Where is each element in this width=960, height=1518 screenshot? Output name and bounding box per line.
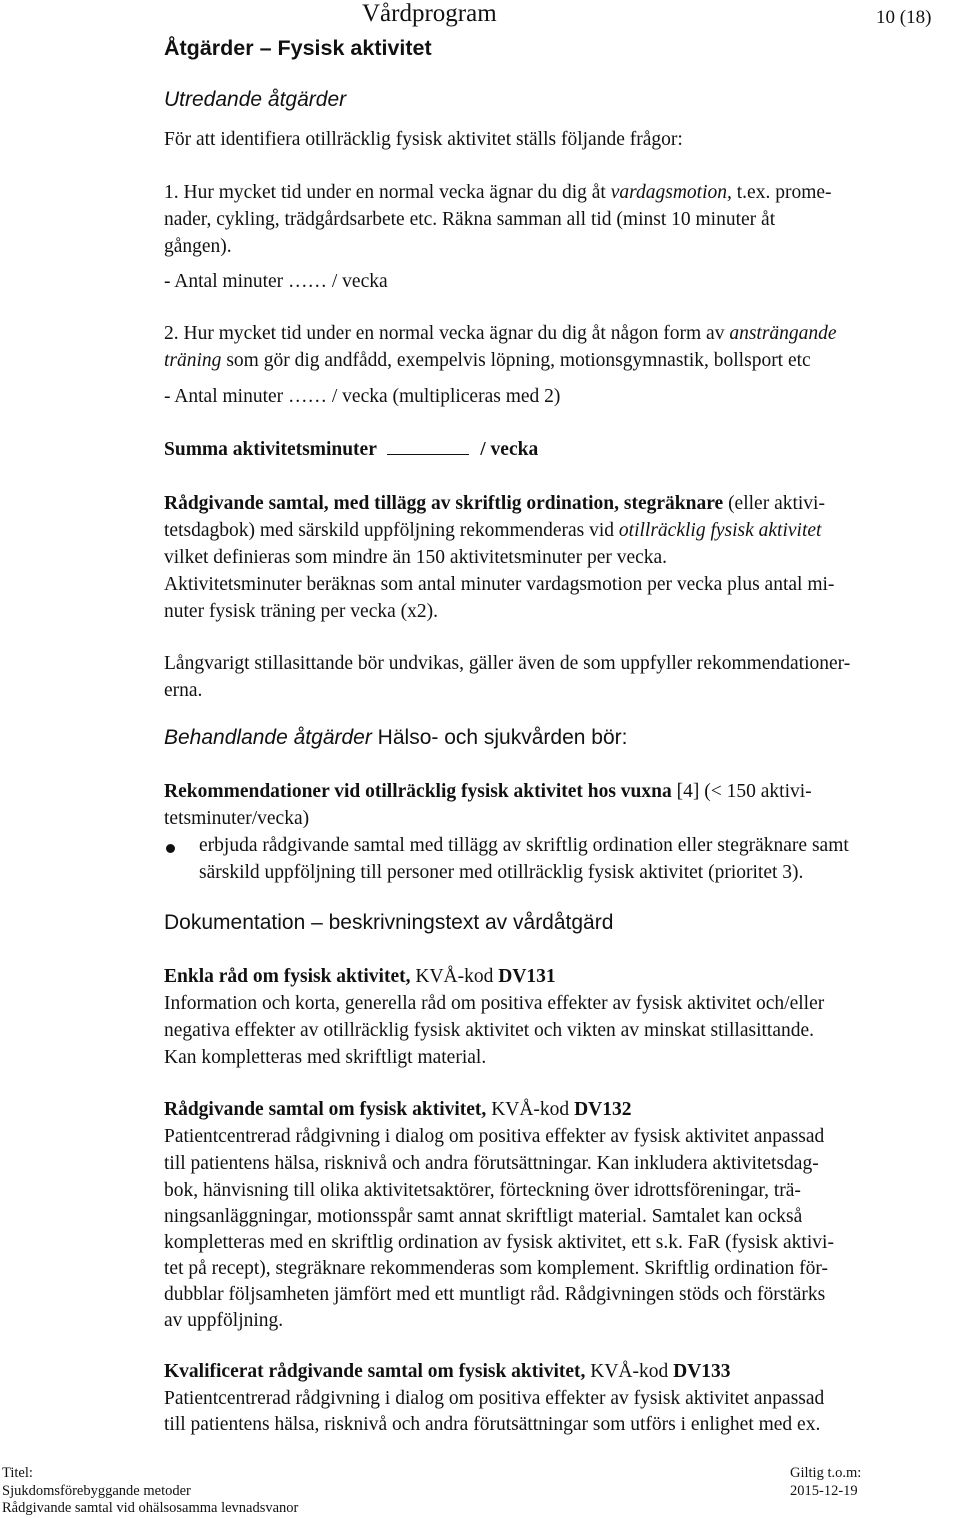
summa-suffix: / vecka [480, 439, 539, 460]
behandlande-heading-italic: Behandlande åtgärder [164, 726, 372, 749]
question-2-text-a: Hur mycket tid under en normal vecka ägnar du dig åt någon form av [183, 323, 725, 344]
radgivande-samtal-line: tet på recept), stegräknare rekommenderas som komplement. Skriftlig ordination för- [164, 1258, 829, 1279]
footer-giltig-label: Giltig t.o.m: [790, 1465, 862, 1481]
behandlande-heading [164, 726, 627, 750]
footer-giltig-date: 2015-12-19 [790, 1483, 858, 1499]
question-2-italic-b: träning [164, 350, 222, 371]
radgivande-samtal-title [164, 1096, 631, 1123]
bullet-line-2: särskild uppföljning till personer med otillräcklig fysisk aktivitet (prioritet 3). [199, 862, 804, 883]
enkla-line: Kan kompletteras med skriftligt material. [164, 1047, 487, 1068]
document-title: Vårdprogram [362, 0, 497, 27]
radgivande-samtal-code: DV132 [574, 1099, 632, 1120]
radgivande-samtal-line: bok, hänvisning till olika aktivitetsaktörer, förteckning över idrottsföreningar, trä- [164, 1180, 801, 1201]
question-1-line-1 [164, 179, 832, 206]
question-2-answer: - Antal minuter …… / vecka (multipliceras med 2) [164, 386, 561, 407]
enkla-code: DV131 [498, 966, 556, 987]
radgivande-samtal-title-bold: Rådgivande samtal om fysisk aktivitet, [164, 1099, 487, 1120]
radgivande-line-5: nuter fysisk träning per vecka (x2). [164, 601, 438, 622]
rekommendation-rest: [4] (< 150 aktivi- [671, 781, 812, 802]
radgivande-line-1 [164, 490, 825, 517]
radgivande-samtal-line: till patientens hälsa, risknivå och andra förutsättningar. Kan inkludera aktivitetsdag- [164, 1153, 819, 1174]
kvalificerat-kva: KVÅ-kod [585, 1361, 674, 1382]
section-title: Åtgärder – Fysisk aktivitet [164, 36, 432, 60]
dokumentation-heading: Dokumentation – beskrivningstext av vårdåtgärd [164, 911, 614, 934]
radgivande-samtal-line: dubblar följsamheten jämfört med ett muntligt råd. Rådgivningen stöds och förstärks [164, 1284, 826, 1305]
stillasittande-line-1: Långvarigt stillasittande bör undvikas, gäller även de som uppfyller rekommendationer- [164, 653, 851, 674]
page-number: 10 (18) [876, 7, 932, 28]
radgivande-samtal-line: Patientcentrerad rådgivning i dialog om positiva effekter av fysisk aktivitet anpassad [164, 1126, 825, 1147]
radgivande-line-3: vilket definieras som mindre än 150 aktivitetsminuter per vecka. [164, 547, 668, 568]
radgivande-samtal-line: kompletteras med en skriftlig ordination av fysisk aktivitet, ett s.k. FaR (fysisk aktivi- [164, 1232, 834, 1253]
radgivande-bold: Rådgivande samtal, med tillägg av skriftlig ordination, stegräknare [164, 493, 724, 514]
footer-titel-line-1: Sjukdomsförebyggande metoder [2, 1483, 191, 1499]
enkla-kva: KVÅ-kod [410, 966, 499, 987]
question-1-line-2: nader, cykling, trädgårdsarbete etc. Räkna samman all tid (minst 10 minuter åt [164, 209, 776, 230]
question-1-answer: - Antal minuter …… / vecka [164, 271, 388, 292]
bullet-line-1: erbjuda rådgivande samtal med tillägg av skriftlig ordination eller stegräknare samt [199, 835, 849, 856]
kvalificerat-title [164, 1358, 731, 1385]
question-2-line-2 [164, 347, 811, 374]
rekommendation-line-2: tetsminuter/vecka) [164, 808, 310, 829]
behandlande-heading-rest: Hälso- och sjukvården bör: [371, 726, 628, 749]
radgivande-line-2-a: tetsdagbok) med särskild uppföljning rekommenderas vid [164, 520, 615, 541]
enkla-title [164, 963, 556, 990]
kvalificerat-line: till patientens hälsa, risknivå och andra förutsättningar som utförs i enlighet med ex. [164, 1414, 821, 1435]
question-2-number: 2. [164, 323, 179, 344]
enkla-title-bold: Enkla råd om fysisk aktivitet, [164, 966, 411, 987]
summa-blank [387, 436, 469, 455]
enkla-line: negativa effekter av otillräcklig fysisk aktivitet och vikten av minskat stillasittande. [164, 1020, 815, 1041]
rekommendation-line-1 [164, 778, 812, 805]
radgivande-line-1-rest: (eller aktivi- [728, 493, 825, 514]
radgivande-line-2-italic: otillräcklig fysisk aktivitet [618, 520, 822, 541]
stillasittande-line-2: erna. [164, 680, 203, 701]
question-1-text-b: t.ex. prome- [736, 182, 832, 203]
utredande-heading: Utredande åtgärder [164, 88, 347, 111]
question-2-line-1 [164, 320, 837, 347]
utredande-intro: För att identifiera otillräcklig fysisk aktivitet ställs följande frågor: [164, 129, 683, 150]
radgivande-samtal-line: ningsanläggningar, motionsspår samt annat skriftligt material. Samtalet kan också [164, 1206, 803, 1227]
question-1-italic: vardagsmotion, [610, 182, 732, 203]
question-2-italic-a: ansträngande [729, 323, 837, 344]
kvalificerat-title-bold: Kvalificerat rådgivande samtal om fysisk aktivitet, [164, 1361, 586, 1382]
question-1-line-3: gången). [164, 236, 232, 257]
summa-line [164, 436, 538, 463]
radgivande-line-4: Aktivitetsminuter beräknas som antal minuter vardagsmotion per vecka plus antal mi- [164, 574, 835, 595]
footer-titel-line-2: Rådgivande samtal vid ohälsosamma levnadsvanor [2, 1500, 299, 1516]
radgivande-line-2 [164, 517, 821, 544]
radgivande-samtal-line: av uppföljning. [164, 1310, 284, 1331]
footer-titel-label: Titel: [2, 1465, 33, 1481]
question-1-text-a: Hur mycket tid under en normal vecka ägnar du dig åt [183, 182, 606, 203]
rekommendation-bold: Rekommendationer vid otillräcklig fysisk aktivitet hos vuxna [164, 781, 672, 802]
question-2-text-b: som gör dig andfådd, exempelvis löpning, motionsgymnastik, bollsport etc [226, 350, 811, 371]
kvalificerat-line: Patientcentrerad rådgivning i dialog om positiva effekter av fysisk aktivitet anpassad [164, 1388, 825, 1409]
summa-label: Summa aktivitetsminuter [164, 439, 377, 460]
radgivande-samtal-kva: KVÅ-kod [486, 1099, 575, 1120]
bullet-icon [166, 840, 175, 858]
kvalificerat-code: DV133 [673, 1361, 731, 1382]
question-1-number: 1. [164, 182, 179, 203]
enkla-line: Information och korta, generella råd om positiva effekter av fysisk aktivitet och/eller [164, 993, 825, 1014]
